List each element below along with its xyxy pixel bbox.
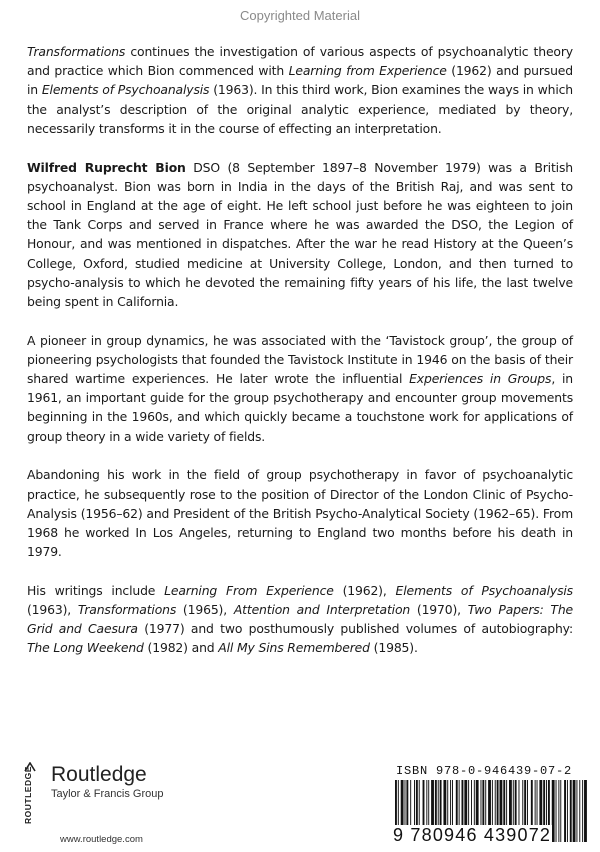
routledge-logo <box>23 762 37 824</box>
paragraph-career <box>27 465 573 561</box>
text-span: , in 1961, an important guide for the group psychotherapy and encounter group movements beginning in the 1960s, and which quickly became a touchstone work for applications of group theory in a wide variety of fields. <box>27 371 573 444</box>
paragraph-biography <box>27 158 573 312</box>
text-span: His writings include <box>27 582 165 598</box>
text-span: Abandoning his work in the field of group psychotherapy in favor of psychoanalytic practice, he subsequently rose to the position of Director of the London Clinic of Psycho-Analysis (1956–62) and President of the British Psycho-Analytical Society (1962–65). From 1968 he worked In Los Angeles, returning to England two months before his death in 1979. <box>27 467 573 560</box>
book-title: Transformations <box>77 602 177 618</box>
book-title: Two Papers: The Grid and Caesura <box>27 602 574 637</box>
barcode-digits <box>392 825 598 846</box>
text-span: (1965), <box>176 602 234 618</box>
book-title: Learning From Experience <box>164 582 334 598</box>
paragraph-writings <box>27 581 573 658</box>
paragraph-group-dynamics <box>27 331 573 446</box>
paragraph-transformations <box>27 42 573 138</box>
text-span: (1962) and pursued in <box>27 63 573 98</box>
book-title: Elements of Psychoanalysis <box>41 82 210 98</box>
text-span: (1982) and <box>143 640 219 656</box>
text-span: DSO (8 September 1897–8 November 1979) was a British psychoanalyst. Bion was born in India in the days of the British Raj, and was sent to school in England at the age of eight. He left school just before he was eighteen to join the Tank Corps and served in France where he was awarded the DSO, the Legion of Honour, and was mentioned in dispatches. After the war he read History at the Queen’s College, Oxford, studied medicine at University College, London, and then turned to psycho-analysis to which he devoted the remaining fifty years of his life, the last twelve being spent in California. <box>27 159 573 309</box>
barcode-digits-text: 9 780946 439072 <box>393 825 552 845</box>
publisher-group: Taylor & Francis Group <box>51 788 164 800</box>
text-span: (1963), <box>27 602 78 618</box>
text-span: (1985). <box>369 640 418 656</box>
author-name: Wilfred Ruprecht Bion <box>27 159 186 175</box>
book-title: Attention and Interpretation <box>233 602 411 618</box>
text-span: (1962), <box>333 582 396 598</box>
publisher-url: www.routledge.com <box>60 834 143 845</box>
book-title: All My Sins Remembered <box>218 640 370 656</box>
book-title: Experiences in Groups <box>409 371 552 387</box>
publisher-text <box>51 764 163 800</box>
text-span: (1970), <box>410 602 468 618</box>
publisher-name: Routledge <box>51 763 147 786</box>
back-cover-text <box>27 42 573 677</box>
book-title: Transformations <box>27 44 126 59</box>
text-span: (1963). In this third work, Bion examines the ways in which the analyst’s description of the original analytic experience, mediated by theory, necessarily transforms it in the course of effecting an interpretation. <box>27 82 573 136</box>
isbn-label: ISBN 978-0-946439-07-2 <box>396 764 573 778</box>
publisher-block <box>23 762 163 824</box>
book-title: Learning from Experience <box>288 63 447 79</box>
text-span: continues the investigation of various aspects of psychoanalytic theory and practice which Bion commenced with <box>27 44 573 79</box>
vertical-publisher-text: ROUTLEDGE <box>23 766 33 824</box>
book-title: Elements of Psychoanalysis <box>395 582 573 598</box>
text-span: (1977) and two posthumously published volumes of autobiography: <box>137 621 573 637</box>
book-title: The Long Weekend <box>27 640 144 656</box>
text-span: A pioneer in group dynamics, he was associated with the ‘Tavistock group’, the group of pioneering psychologists that founded the Tavistock Institute in 1946 on the basis of their shared wartime experiences. He later wrote the influential <box>27 332 573 387</box>
copyright-watermark: Copyrighted Material <box>240 8 360 23</box>
